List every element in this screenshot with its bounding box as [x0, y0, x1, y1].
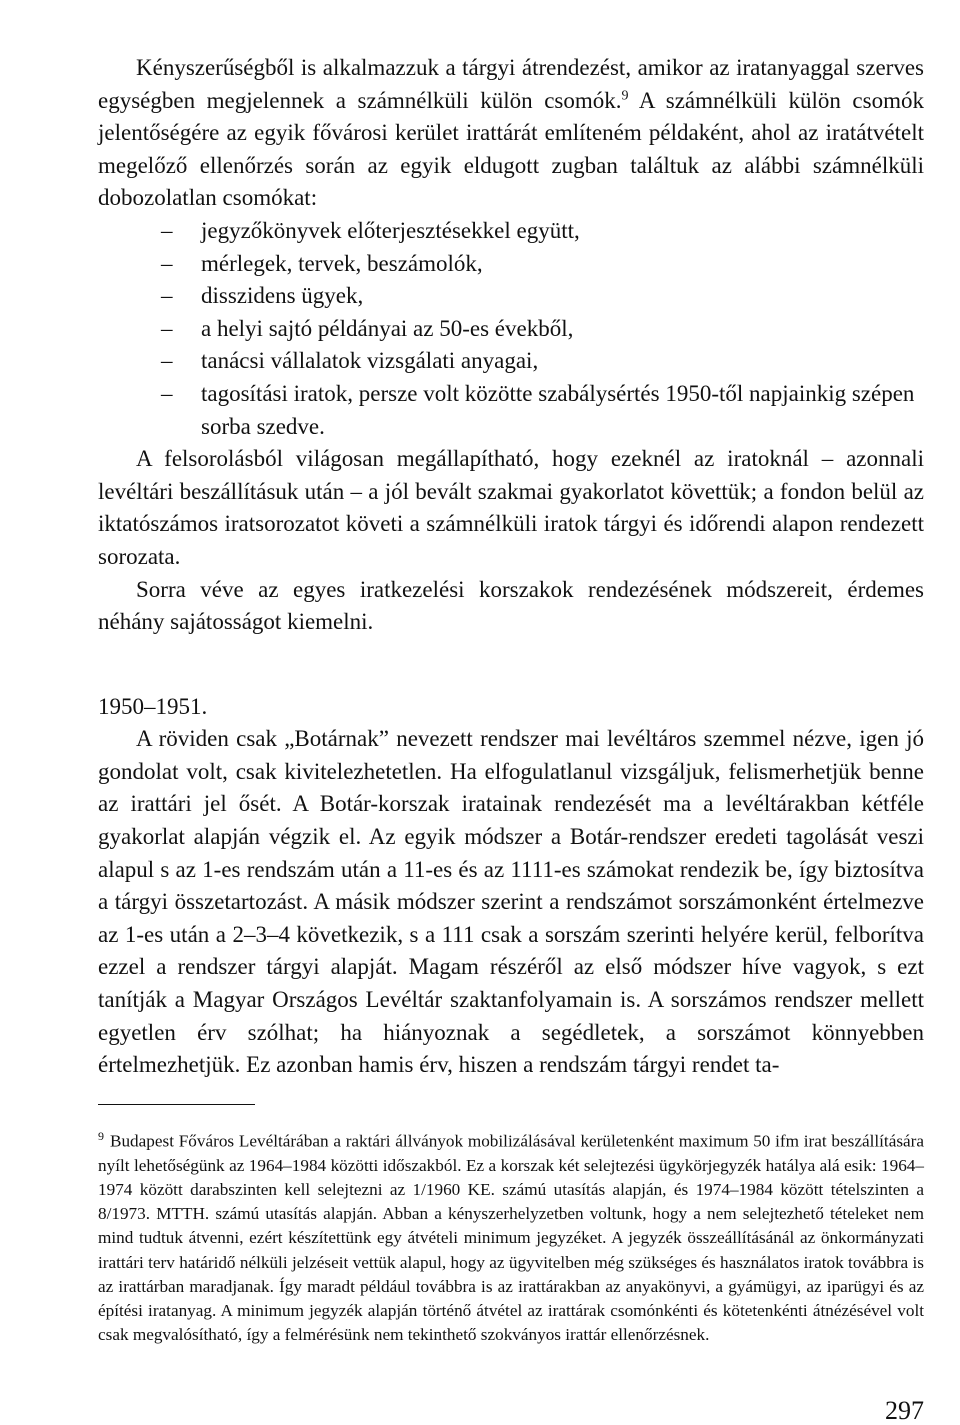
list-item — [161, 215, 924, 248]
list-dash: – — [161, 348, 173, 374]
list-item — [161, 280, 924, 313]
list-dash: – — [161, 250, 173, 276]
list-dash: – — [161, 315, 173, 341]
list-item — [161, 345, 924, 378]
footnote-text: Budapest Főváros Levéltárában a raktári állványok mobilizálásával kerületenként maximum 50 ifm irat beszállítására nyílt lehetőségünk az 1964–1984 közötti időszakból. Ez a korszak két selejtezési ügykörjegyzék hatálya alá esik: 1964–1974 között darabszinten kell selejtezni az 1/1960 KE. számú utasítás alapján, és 1974–1984 között tételszinten a 8/1973. MTTH. számú utasítás alapján. Abban a kényszerhelyzetben voltunk, hogy a nem selejtezhető tételeket nem mind tudtuk átvenni, ezért készítettünk egy átvételi minimum jegyzéket. A jegyzék összeállításánál az önkormányzati irattári terv határidő nélküli jelzéseit vettük alapul, hogy az ügyvitelben még szükséges és használatos iratok továbbra is az irattárban maradjanak. Így maradt például továbbra is az irattárakban az anyakönyvi, a gyámügyi, az iparügyi és az építési iratanyag. A minimum jegyzék alapján történő átvétel az irattárak csomónkénti és kötetenkénti átnézésével volt csak megvalósítható, így a felmérésünk nem tekinthető szokványos irattár ellenőrzésnek. — [98, 1131, 924, 1345]
footnote-separator — [98, 1104, 255, 1105]
list-item-text: mérlegek, tervek, beszámolók, — [201, 250, 483, 276]
list-item-text: a helyi sajtó példányai az 50-es évekből, — [201, 315, 574, 341]
list-dash: – — [161, 217, 173, 243]
list-item-text: disszidens ügyek, — [201, 283, 364, 309]
footnote-reference: 9 — [621, 87, 629, 103]
paragraph-conclusion: A felsorolásból világosan megállapítható, hogy ezeknél az iratoknál – azonnali levéltári beszállításuk után – a jól bevált szakmai gyakorlatot követtük; a fondon belül az iktatószámos iratsorozatot követi a számnélküli iratok tárgyi és időrendi alapon rendezett sorozata. — [98, 446, 924, 569]
footnote-9 — [98, 1124, 924, 1348]
list-item — [161, 313, 924, 346]
list-item-text: tagosítási iratok, persze volt közötte szabálysértés 1950-től napjainkig szépen sorba szedve. — [201, 380, 915, 439]
page-body — [98, 52, 924, 1347]
paragraph-methods: Sorra véve az egyes iratkezelési korszakok rendezésének módszereit, érdemes néhány sajátosságot kiemelni. — [98, 576, 924, 635]
list-item-text: jegyzőkönyvek előterjesztésekkel együtt, — [201, 217, 580, 243]
bundle-list — [98, 215, 924, 443]
list-item-text: tanácsi vállalatok vizsgálati anyagai, — [201, 348, 539, 374]
page-number: 297 — [885, 1396, 924, 1425]
list-item — [161, 378, 924, 443]
list-dash: – — [161, 283, 173, 309]
list-item — [161, 248, 924, 281]
paragraph-intro-text-before: Kényszerűségből is alkalmazzuk a tárgyi átrendezést, amikor az iratanyaggal szerves egységben megjelennek a számnélküli külön csomók. — [98, 55, 924, 113]
section-heading-year: 1950–1951. — [98, 693, 208, 719]
footnotes — [98, 1124, 924, 1348]
footnote-number: 9 — [98, 1128, 104, 1143]
paragraph-botar: A röviden csak „Botárnak” nevezett rendszer mai levéltáros szemmel nézve, igen jó gondolat volt, csak kivitelezhetetlen. Ha elfogulatlanul vizsgáljuk, felismerhetjük benne az irattári jel ősét. A Botár-korszak iratainak rendezését ma a levéltárakban kétféle gyakorlat alapján végzik el. Az egyik módszer a Botár-rendszer eredeti tagolását veszi alapul s az 1-es rendszám után a 11-es és az 1111-es számokat rendezik be, így biztosítva a tárgyi összetartozást. A másik módszer szerint a rendszámot sorszámonként értelmezve az 1-es után a 2–3–4 következik, s a 111 csak a sorszám szerinti helyére kerül, felborítva ezzel a rendszer tárgyi alapját. Magam részéről az első módszer híve vagyok, s ezt tanítják a Magyar Országos Levéltár szaktanfolyamain is. A sorszámos rendszer mellett egyetlen érv szólhat; ha hiányoznak a segédletek, a sorszámot könnyebben értelmezhetjük. Ez azonban hamis érv, hiszen a rendszám tárgyi rendet ta- — [98, 726, 924, 1078]
paragraph-intro — [98, 52, 924, 215]
paragraph-intro-text-after: A számnélküli külön csomók jelentőségére az egyik fővárosi kerület irattárát említeném példaként, ahol az iratátvételt megelőző ellenőrzés során az egyik eldugott zugban találtuk az alábbi számnélküli dobozolatlan csomókat: — [98, 87, 924, 211]
list-dash: – — [161, 380, 173, 406]
